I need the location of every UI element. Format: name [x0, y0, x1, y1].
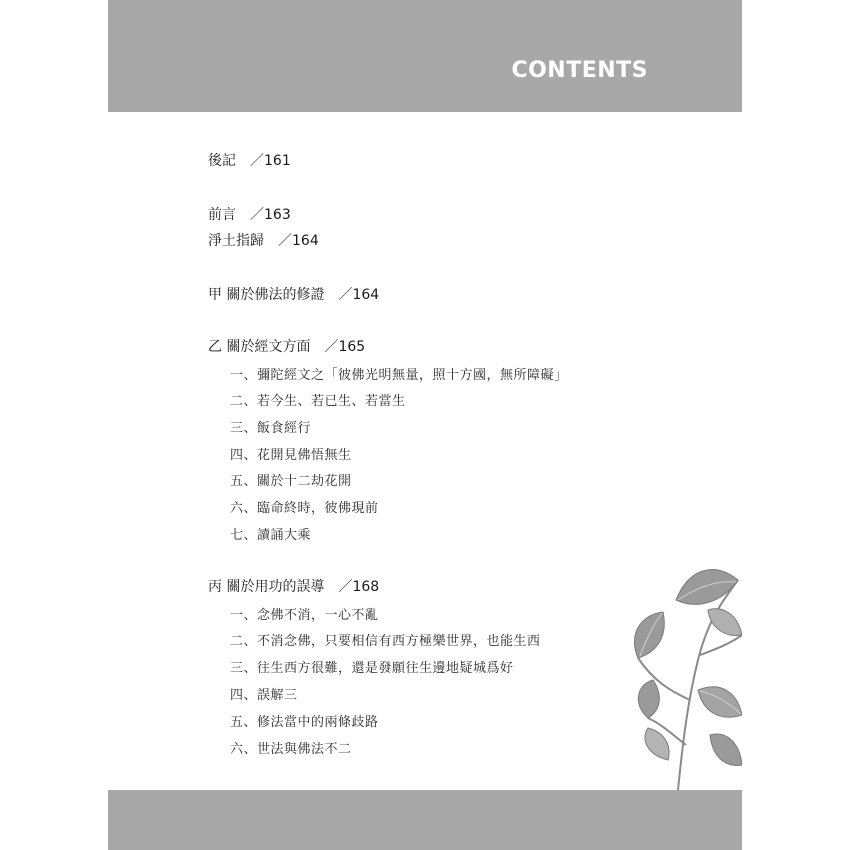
toc-subitem: 六、世法與佛法不二: [230, 742, 352, 757]
toc-entry-page: ／164: [278, 233, 319, 249]
toc-entry-page: ／164: [338, 287, 380, 303]
toc-subitem: 二、若今生、若已生、若當生: [230, 394, 406, 409]
toc-subitem: 四、誤解三: [230, 688, 298, 703]
toc-entry-yi: [208, 336, 365, 356]
toc-entry-page: ／163: [250, 207, 291, 223]
toc-entry-label: 丙 關於用功的誤導: [208, 579, 325, 595]
toc-subitem: 一、念佛不消，一心不亂: [230, 608, 379, 623]
toc-entry-houji: [208, 150, 291, 170]
toc-entry-jia: [208, 284, 379, 304]
footer-band: [108, 790, 742, 850]
toc-entry-label: 甲 關於佛法的修證: [208, 287, 325, 303]
toc-subitem: 四、花開見佛悟無生: [230, 448, 352, 463]
toc-subitem: 三、飯食經行: [230, 421, 312, 436]
toc-entry-page: ／161: [250, 153, 291, 169]
book-page: [108, 0, 742, 850]
toc-subitem: 五、關於十二劫花開: [230, 474, 352, 489]
page-title: CONTENTS: [511, 58, 648, 83]
toc-entry-page: ／168: [338, 579, 380, 595]
toc-subitem: 一、彌陀經文之「彼佛光明無量，照十方國，無所障礙」: [230, 368, 568, 383]
toc-entry-label: 乙 關於經文方面: [208, 339, 311, 355]
toc-subitem: 六、臨命終時，彼佛現前: [230, 501, 379, 516]
toc-entry-label: 後記: [208, 153, 236, 169]
toc-entry-bing: [208, 576, 379, 596]
toc-entry-jingtu: [208, 230, 319, 250]
toc-subitem: 七、讀誦大乘: [230, 528, 312, 543]
toc-subitem: 三、往生西方很難，還是發願往生邊地疑城爲好: [230, 661, 514, 676]
toc-entry-page: ／165: [324, 339, 366, 355]
toc-subitem: 五、修法當中的兩條歧路: [230, 715, 379, 730]
toc-entry-label: 前言: [208, 207, 236, 223]
leaf-illustration: [628, 540, 742, 790]
toc-subitem: 二、不消念佛，只要相信有西方極樂世界，也能生西: [230, 634, 541, 649]
toc-entry-label: 淨土指歸: [208, 233, 264, 249]
toc-entry-qianyan: [208, 204, 291, 224]
